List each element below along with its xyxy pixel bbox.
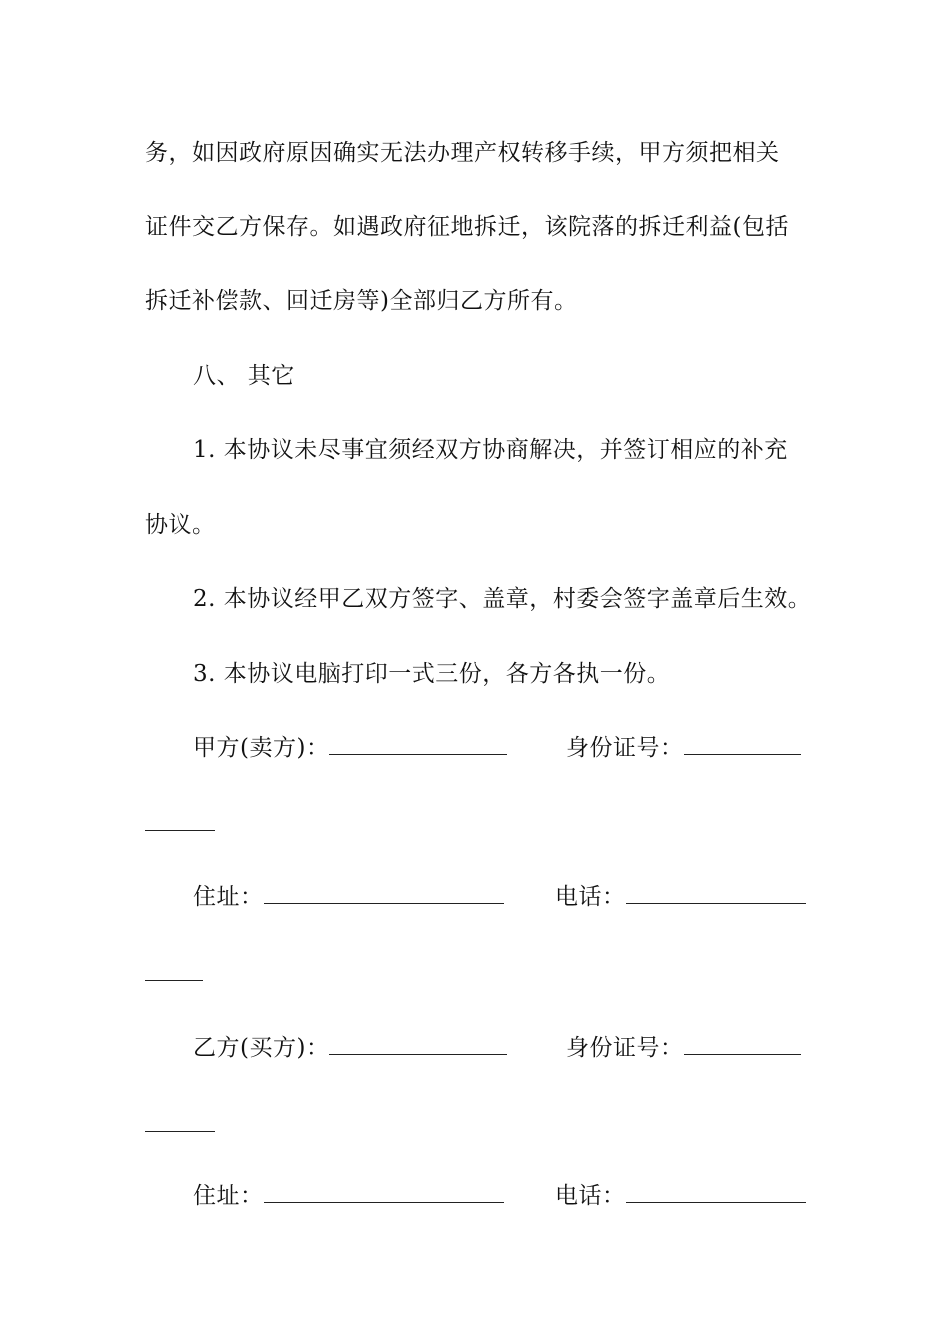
party-b-phone-label: 电话： xyxy=(555,1183,626,1209)
party-a-id-field[interactable] xyxy=(684,736,801,755)
party-b-address-field[interactable] xyxy=(264,1184,504,1203)
party-a-label: 甲方(卖方)： xyxy=(193,735,330,761)
party-b-label: 乙方(买方)： xyxy=(193,1035,330,1061)
party-b-address-label: 住址： xyxy=(193,1183,264,1209)
party-b-phone-field[interactable] xyxy=(626,1184,806,1203)
clause-item-2: 2. 本协议经甲乙双方签字、盖章，村委会签字盖章后生效。 xyxy=(193,586,812,612)
paragraph-line: 务，如因政府原因确实无法办理产权转移手续，甲方须把相关 xyxy=(145,140,780,166)
party-a-address-field[interactable] xyxy=(264,885,504,904)
party-a-id-field-continued[interactable] xyxy=(145,830,215,831)
party-a-row xyxy=(193,733,507,763)
clause-item-1: 1. 本协议未尽事宜须经双方协商解决，并签订相应的补充 xyxy=(193,437,788,463)
party-a-phone-label: 电话： xyxy=(555,884,626,910)
party-a-phone-field[interactable] xyxy=(626,885,806,904)
party-a-name-field[interactable] xyxy=(329,736,507,755)
section-heading: 八、 其它 xyxy=(193,363,295,389)
party-a-phone-field-continued[interactable] xyxy=(145,980,203,981)
party-b-id-field-continued[interactable] xyxy=(145,1131,215,1132)
party-b-id-row xyxy=(566,1033,801,1063)
paragraph-line: 拆迁补偿款、回迁房等)全部归乙方所有。 xyxy=(145,288,578,314)
party-a-address-row xyxy=(193,882,504,912)
party-b-address-row xyxy=(193,1181,504,1211)
party-a-address-label: 住址： xyxy=(193,884,264,910)
clause-item-1-continued: 协议。 xyxy=(145,512,216,538)
paragraph-line: 证件交乙方保存。如遇政府征地拆迁，该院落的拆迁利益(包括 xyxy=(145,214,789,240)
party-b-name-field[interactable] xyxy=(329,1036,507,1055)
clause-item-3: 3. 本协议电脑打印一式三份，各方各执一份。 xyxy=(193,661,671,687)
party-b-row xyxy=(193,1033,507,1063)
party-b-id-field[interactable] xyxy=(684,1036,801,1055)
party-b-id-label: 身份证号： xyxy=(566,1035,684,1061)
party-a-id-label: 身份证号： xyxy=(566,735,684,761)
party-a-phone-row xyxy=(555,882,806,912)
party-b-phone-row xyxy=(555,1181,806,1211)
party-a-id-row xyxy=(566,733,801,763)
